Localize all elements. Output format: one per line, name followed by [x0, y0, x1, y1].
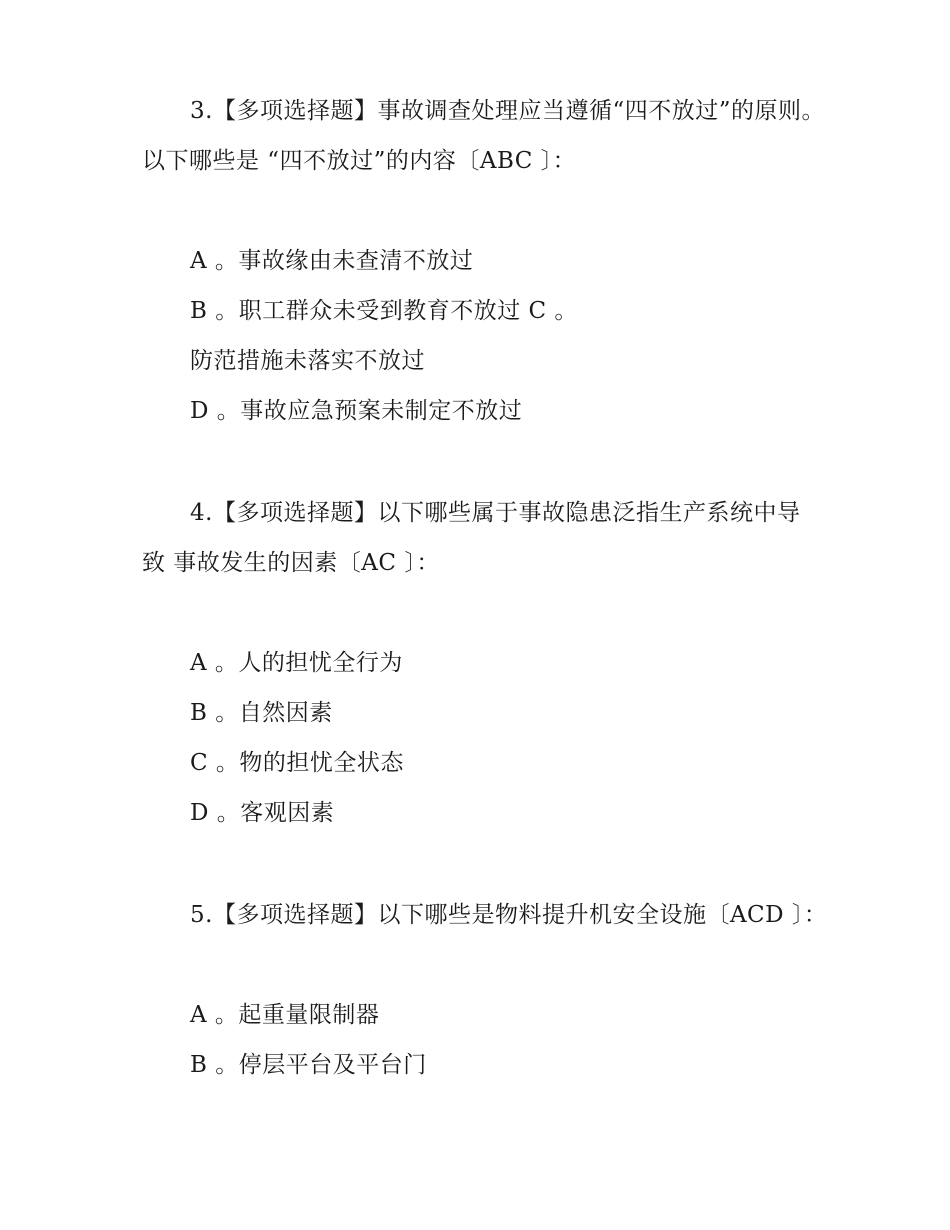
- question-3-option-b: B 。职工群众未受到教育不放过 C 。: [190, 298, 578, 324]
- question-3-option-a: A 。事故缘由未查清不放过: [190, 248, 474, 274]
- question-4-option-d: D 。客观因素: [190, 800, 335, 826]
- question-4-stem: 4.【多项选择题】以下哪些属于事故隐患泛指生产系统中导: [190, 500, 801, 526]
- question-4-option-a: A 。人的担忧全行为: [190, 650, 403, 676]
- question-4-option-c: C 。物的担忧全状态: [190, 750, 404, 776]
- question-4-option-b: B 。自然因素: [190, 700, 333, 726]
- question-3-option-c: 防范措施未落实不放过: [190, 348, 425, 374]
- question-4-stem-continued: 致 事故发生的因素〔AC 〕：: [142, 550, 440, 576]
- question-3-option-d: D 。事故应急预案未制定不放过: [190, 398, 523, 424]
- question-3-stem-continued: 以下哪些是 “四不放过”的内容〔ABC 〕：: [142, 148, 577, 174]
- question-3-stem: 3.【多项选择题】事故调查处理应当遵循“四不放过”的原则。: [190, 98, 825, 124]
- question-5-option-a: A 。起重量限制器: [190, 1002, 380, 1028]
- question-5-stem: 5.【多项选择题】以下哪些是物料提升机安全设施〔ACD 〕：: [190, 902, 828, 928]
- question-5-option-b: B 。停层平台及平台门: [190, 1052, 427, 1078]
